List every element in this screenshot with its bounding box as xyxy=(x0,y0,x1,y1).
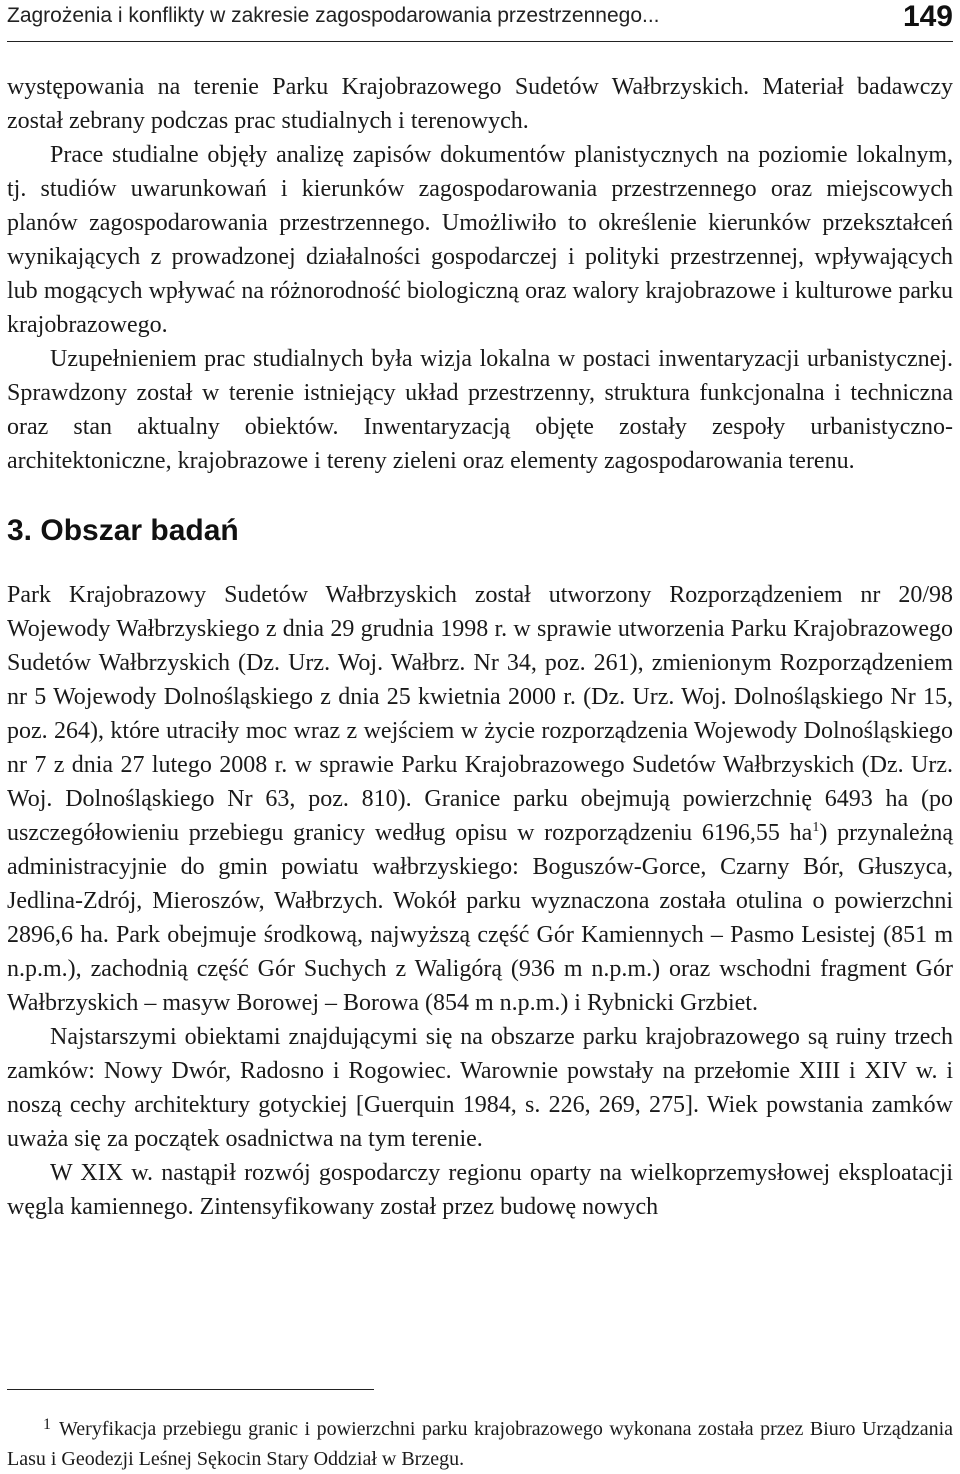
body-text xyxy=(7,70,953,1224)
paragraph: W XIX w. nastąpił rozwój gospodarczy regionu oparty na wielkoprzemysłowej eksploatacji węgla kamiennego. Zintensyfikowany został przez budowę nowych xyxy=(7,1160,953,1220)
paragraph xyxy=(7,578,953,1020)
footnote xyxy=(7,1410,953,1474)
paragraph-text: Park Krajobrazowy Sudetów Wałbrzyskich został utworzony Rozporządzeniem nr 20/98 Wojewody Wałbrzyskiego z dnia 29 grudnia 1998 r. w sprawie utworzenia Parku Krajobrazowego Sudetów Wałbrzyskich (Dz. Urz. Woj. Wałbrz. Nr 34, poz. 261), zmienionym Rozporządzeniem nr 5 Wojewody Dolnośląskiego z dnia 25 kwietnia 2000 r. (Dz. Urz. Woj. Dolnośląskiego Nr 15, poz. 264), które utraciły moc wraz z wejściem w życie rozporządzenia Wojewody Dolnośląskiego nr 7 z dnia 27 lutego 2008 r. w sprawie Parku Krajobrazowego Sudetów Wałbrzyskich (Dz. Urz. Woj. Dolnośląskiego Nr 63, poz. 810). Granice parku obejmują powierzchnię 6493 ha (po uszczegółowieniu przebiegu granicy według opisu w rozporządzeniu 6196,55 ha xyxy=(7,582,953,846)
footnote-reference[interactable]: 1 xyxy=(812,820,820,835)
footnote-separator xyxy=(7,1389,374,1390)
section-heading: 3. Obszar badań xyxy=(7,514,239,547)
paragraph: występowania na terenie Parku Krajobrazowego Sudetów Wałbrzyskich. Materiał badawczy został zebrany podczas prac studialnych i terenowych. xyxy=(7,74,953,134)
page-header xyxy=(7,0,953,42)
paragraph-text: ) przynależną administracyjnie do gmin powiatu wałbrzyskiego: Boguszów-Gorce, Czarny Bór, Głuszyca, Jedlina-Zdrój, Mieroszów, Wałbrzych. Wokół parku wyznaczona została otulina o powierzchni 2896,6 ha. Park obejmuje środkową, najwyższą część Gór Kamiennych – Pasmo Lesistej (851 m n.p.m.), zachodnią część Gór Suchych z Waligórą (936 m n.p.m.) oraz wschodni fragment Gór Wałbrzyskich – masyw Borowej – Borowa (854 m n.p.m.) i Rybnicki Grzbiet. xyxy=(7,820,954,1016)
running-title: Zagrożenia i konflikty w zakresie zagospodarowania przestrzennego... xyxy=(7,4,660,27)
paragraph: Najstarszymi obiektami znajdującymi się na obszarze parku krajobrazowego są ruiny trzech zamków: Nowy Dwór, Radosno i Rogowiec. Warownie powstały na przełomie XIII i XIV w. i noszą cechy architektury gotyckiej [Guerquin 1984, s. 226, 269, 275]. Wiek powstania zamków uważa się za początek osadnictwa na tym terenie. xyxy=(7,1024,953,1152)
paragraph: Prace studialne objęły analizę zapisów dokumentów planistycznych na poziomie lokalnym, tj. studiów uwarunkowań i kierunków zagospodarowania przestrzennego oraz miejscowych planów zagospodarowania przestrzennego. Umożliwiło to określenie kierunków przekształceń wynikających z prowadzonej działalności gospodarczej i polityki przestrzennej, wpływających lub mogących wpływać na różnorodność biologiczną oraz walory krajobrazowe i kulturowe parku krajobrazowego. xyxy=(7,142,953,338)
paragraph: Uzupełnieniem prac studialnych była wizja lokalna w postaci inwentaryzacji urbanistycznej. Sprawdzony został w terenie istniejący układ przestrzenny, struktura funkcjonalna i techniczna oraz stan aktualny obiektów. Inwentaryzacją objęte zostały zespoły urbanistyczno-architektoniczne, krajobrazowe i tereny zieleni oraz elementy zagospodarowania terenu. xyxy=(7,346,953,474)
footnote-mark: 1 xyxy=(43,1416,51,1433)
footnote-text: Weryfikacja przebiegu granic i powierzchni parku krajobrazowego wykonana została przez Biuro Urządzania Lasu i Geodezji Leśnej Sękocin Stary Oddział w Brzegu. xyxy=(7,1418,953,1470)
page-number: 149 xyxy=(902,0,953,33)
document-page xyxy=(7,0,954,1470)
